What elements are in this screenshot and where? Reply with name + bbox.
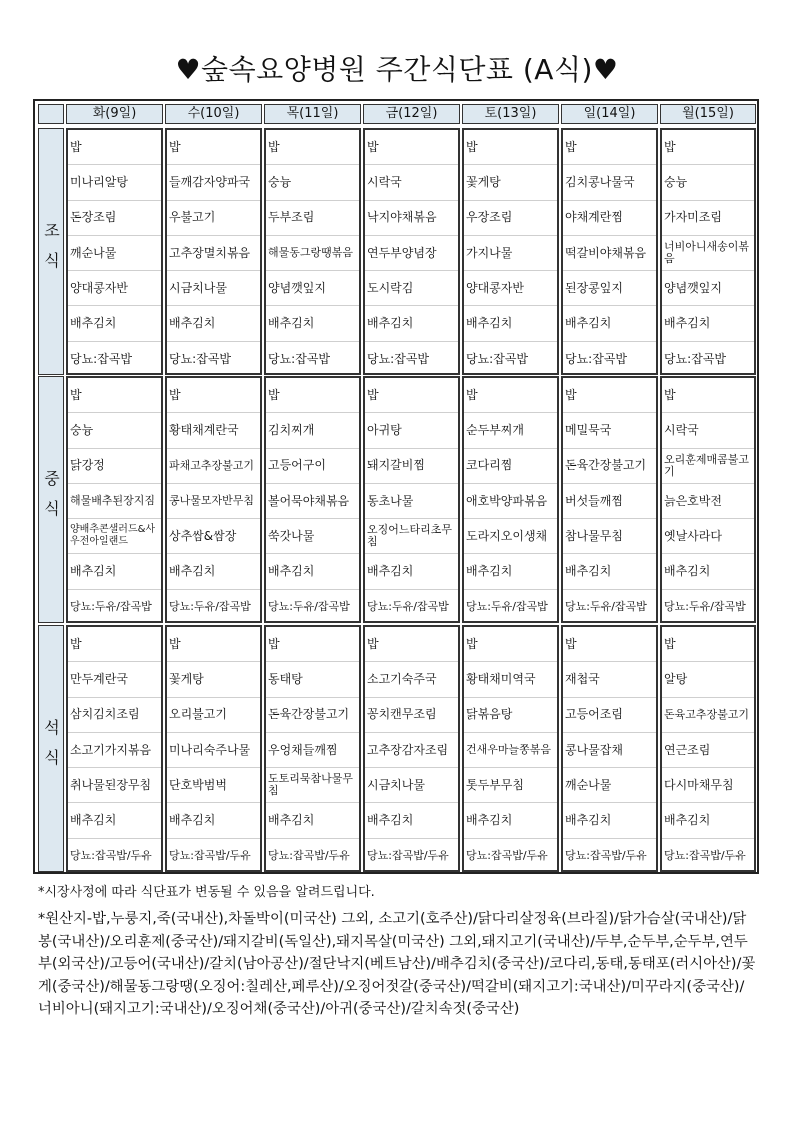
menu-cell-breakfast-fri: [363, 128, 460, 375]
menu-item: 당뇨:잡곡밥/두유: [664, 849, 746, 863]
menu-item: 배추김치: [365, 804, 458, 839]
menu-item: 배추김치: [68, 555, 161, 590]
menu-item: 볼어묵야채볶음: [266, 484, 359, 519]
menu-item: 해물동그랑땡볶음: [266, 236, 359, 271]
menu-item: 배추김치: [563, 804, 656, 839]
menu-item: 소고기가지볶음: [68, 733, 161, 768]
menu-item: 늙은호박전: [662, 484, 754, 519]
menu-item: 콩나물모자반무침: [167, 484, 260, 519]
menu-item: 당뇨:두유/잡곡밥: [169, 600, 251, 614]
header-day-sat: 토(13일): [462, 104, 559, 124]
menu-item: 꽁치캔무조림: [365, 698, 458, 733]
menu-item: 배추김치: [266, 804, 359, 839]
menu-item: 시금치나물: [365, 768, 458, 803]
menu-item: 양대콩자반: [68, 271, 161, 306]
menu-item: 양대콩자반: [464, 271, 557, 306]
menu-item: 순두부찌개: [464, 413, 557, 448]
menu-item: 밥: [68, 130, 161, 165]
menu-item: 당뇨:잡곡밥: [169, 351, 232, 366]
menu-item: 돈장조림: [68, 201, 161, 236]
menu-item: 배추김치: [662, 307, 754, 342]
menu-item: 동초나물: [365, 484, 458, 519]
menu-item: 당뇨:잡곡밥/두유: [169, 849, 251, 863]
menu-item: 취나물된장무침: [68, 768, 161, 803]
menu-item: 옛날사라다: [662, 519, 754, 554]
page-title: ♥숲속요양병원 주간식단표 (A식)♥: [175, 53, 619, 86]
menu-item: 당뇨:잡곡밥: [466, 351, 529, 366]
menu-item: 동태탕: [266, 662, 359, 697]
menu-item: 참나물무침: [563, 519, 656, 554]
menu-item: 밥: [68, 378, 161, 413]
menu-cell-lunch-wed: [165, 376, 262, 623]
menu-item: 당뇨:잡곡밥: [664, 351, 727, 366]
menu-cell-breakfast-wed: [165, 128, 262, 375]
menu-item: 도라지오이생채: [464, 519, 557, 554]
menu-item: 밥: [563, 378, 656, 413]
menu-item: 배추김치: [365, 307, 458, 342]
menu-item: 밥: [266, 627, 359, 662]
menu-item: 당뇨:두유/잡곡밥: [268, 600, 350, 614]
menu-item: 당뇨:잡곡밥: [70, 351, 133, 366]
menu-item: 배추김치: [563, 555, 656, 590]
menu-item: 김치콩나물국: [563, 165, 656, 200]
menu-item: 다시마채무침: [662, 768, 754, 803]
menu-cell-breakfast-tue: [66, 128, 163, 375]
menu-item: 배추김치: [68, 307, 161, 342]
menu-item: 당뇨:두유/잡곡밥: [70, 600, 152, 614]
menu-item: 배추김치: [68, 804, 161, 839]
menu-cell-dinner-tue: [66, 625, 163, 872]
menu-item: 우장조림: [464, 201, 557, 236]
header-corner-cell: [38, 104, 64, 124]
header-day-mon: 월(15일): [660, 104, 756, 124]
menu-item: 당뇨:잡곡밥/두유: [367, 849, 449, 863]
menu-item: 돼지갈비찜: [365, 449, 458, 484]
menu-cell-dinner-mon: [660, 625, 756, 872]
menu-cell-dinner-wed: [165, 625, 262, 872]
menu-item: 배추김치: [662, 555, 754, 590]
menu-item: 숭늉: [266, 165, 359, 200]
menu-cell-lunch-sat: [462, 376, 559, 623]
menu-item: 두부조림: [266, 201, 359, 236]
menu-item: 고추장감자조림: [365, 733, 458, 768]
menu-item: 시락국: [365, 165, 458, 200]
menu-item: 야채계란찜: [563, 201, 656, 236]
menu-item: 양념깻잎지: [266, 271, 359, 306]
menu-item: 미나리알탕: [68, 165, 161, 200]
menu-cell-dinner-sun: [561, 625, 658, 872]
menu-item: 밥: [365, 378, 458, 413]
menu-item: 버섯들깨찜: [563, 484, 656, 519]
menu-item: 당뇨:잡곡밥/두유: [70, 849, 152, 863]
menu-item: 밥: [167, 378, 260, 413]
menu-item: 배추김치: [167, 555, 260, 590]
menu-item: 밥: [464, 627, 557, 662]
menu-item: 숭늉: [68, 413, 161, 448]
menu-item: 배추김치: [464, 555, 557, 590]
menu-item: 오징어느타리초무침: [365, 519, 458, 554]
menu-item: 돈육간장불고기: [266, 698, 359, 733]
menu-item: 밥: [68, 627, 161, 662]
menu-item: 연두부양념장: [365, 236, 458, 271]
menu-item: 배추김치: [662, 804, 754, 839]
menu-item: 톳두부무침: [464, 768, 557, 803]
menu-item: 당뇨:두유/잡곡밥: [367, 600, 449, 614]
menu-item: 깨순나물: [68, 236, 161, 271]
menu-item: 콩나물잡채: [563, 733, 656, 768]
meal-label-lunch: [38, 376, 64, 623]
table-header-row: [35, 101, 757, 129]
menu-item: 숭늉: [662, 165, 754, 200]
menu-item: 밥: [662, 130, 754, 165]
menu-item: 우엉채들깨찜: [266, 733, 359, 768]
menu-item: 당뇨:두유/잡곡밥: [565, 600, 647, 614]
menu-item: 꽃게탕: [167, 662, 260, 697]
menu-item: 도시락김: [365, 271, 458, 306]
menu-item: 삼치김치조림: [68, 698, 161, 733]
menu-item: 고등어조림: [563, 698, 656, 733]
menu-item: 메밀묵국: [563, 413, 656, 448]
menu-item: 배추김치: [464, 307, 557, 342]
menu-item: 가지나물: [464, 236, 557, 271]
menu-item: 황태채계란국: [167, 413, 260, 448]
menu-item: 해물배추된장지짐: [68, 484, 161, 519]
menu-item: 낙지야채볶음: [365, 201, 458, 236]
menu-item: 오리불고기: [167, 698, 260, 733]
menu-cell-lunch-mon: [660, 376, 756, 623]
header-day-thu: 목(11일): [264, 104, 361, 124]
menu-cell-breakfast-thu: [264, 128, 361, 375]
menu-item: 돈육간장불고기: [563, 449, 656, 484]
menu-item: 배추김치: [365, 555, 458, 590]
menu-item: 밥: [662, 627, 754, 662]
menu-cell-breakfast-sun: [561, 128, 658, 375]
menu-item: 당뇨:두유/잡곡밥: [466, 600, 548, 614]
menu-item: 시금치나물: [167, 271, 260, 306]
menu-item: 닭볶음탕: [464, 698, 557, 733]
menu-item: 오리훈제매콤불고기: [662, 449, 754, 484]
menu-item: 밥: [563, 627, 656, 662]
menu-item: 우불고기: [167, 201, 260, 236]
menu-item: 시락국: [662, 413, 754, 448]
menu-item: 알탕: [662, 662, 754, 697]
menu-item: 배추김치: [464, 804, 557, 839]
menu-item: 가자미조림: [662, 201, 754, 236]
menu-cell-dinner-fri: [363, 625, 460, 872]
menu-item: 건새우마늘쫑볶음: [464, 733, 557, 768]
menu-item: 당뇨:잡곡밥/두유: [466, 849, 548, 863]
menu-item: 밥: [464, 130, 557, 165]
header-day-fri: 금(12일): [363, 104, 460, 124]
menu-item: 들깨감자양파국: [167, 165, 260, 200]
menu-item: 당뇨:잡곡밥/두유: [268, 849, 350, 863]
menu-item: 밥: [167, 130, 260, 165]
header-day-wed: 수(10일): [165, 104, 262, 124]
menu-item: 된장콩잎지: [563, 271, 656, 306]
menu-item: 밥: [365, 130, 458, 165]
menu-item: 고추장멸치볶음: [167, 236, 260, 271]
menu-item: 밥: [266, 378, 359, 413]
menu-cell-lunch-tue: [66, 376, 163, 623]
menu-item: 밥: [662, 378, 754, 413]
menu-item: 연근조림: [662, 733, 754, 768]
menu-item: 코다리찜: [464, 449, 557, 484]
menu-item: 재첩국: [563, 662, 656, 697]
menu-item: 밥: [563, 130, 656, 165]
menu-cell-lunch-fri: [363, 376, 460, 623]
menu-item: 김치찌개: [266, 413, 359, 448]
meal-label-text: 조식: [41, 221, 61, 282]
change-notice: *시장사정에 따라 식단표가 변동될 수 있음을 알려드립니다.: [38, 885, 375, 900]
menu-item: 너비아니새송이볶음: [662, 236, 754, 271]
menu-item: 밥: [464, 378, 557, 413]
menu-item: 깨순나물: [563, 768, 656, 803]
menu-cell-dinner-sat: [462, 625, 559, 872]
meal-label-breakfast: [38, 128, 64, 375]
meal-label-text: 중식: [41, 469, 61, 530]
menu-cell-dinner-thu: [264, 625, 361, 872]
header-day-tue: 화(9일): [66, 104, 163, 124]
menu-cell-lunch-sun: [561, 376, 658, 623]
menu-item: 배추김치: [266, 307, 359, 342]
menu-cell-lunch-thu: [264, 376, 361, 623]
menu-item: 양념깻잎지: [662, 271, 754, 306]
menu-item: 배추김치: [167, 307, 260, 342]
menu-item: 돈육고추장불고기: [662, 698, 754, 733]
menu-item: 당뇨:잡곡밥: [268, 351, 331, 366]
menu-item: 배추김치: [266, 555, 359, 590]
menu-table: [33, 99, 759, 874]
menu-cell-breakfast-mon: [660, 128, 756, 375]
origin-notice: *원산지-밥,누룽지,죽(국내산),차돌박이(미국산) 그외, 소고기(호주산)/닭다리살정육(브라질)/닭가슴살(국내산)/닭봉(국내산)/오리훈제(중국산)/돼지갈비(독일산),돼지목살(미국산) 그외,돼지고기(국내산)/두부,순두부,순두부,연두부(외국산)/고등어(국내산)/갈치(남아공산)/절단낙지(베트남산)/배추김치(중국산)/코다리,동태,동태포(러시아산)/꽃게(중국산)/해물동그랑땡(오징어:칠레산,페루산)/오징어젓갈(중국산)/떡갈비(돼지고기:국내산)/미꾸라지(중국산)/너비아니(돼지고기:국내산)/오징어채(중국산)/아귀(중국산)/갈치속젓(중국산): [38, 911, 756, 1017]
menu-item: 당뇨:잡곡밥: [367, 351, 430, 366]
header-day-sun: 일(14일): [561, 104, 658, 124]
menu-item: 단호박범벅: [167, 768, 260, 803]
menu-item: 밥: [365, 627, 458, 662]
menu-item: 배추김치: [167, 804, 260, 839]
menu-item: 상추쌈&쌈장: [167, 519, 260, 554]
menu-item: 고등어구이: [266, 449, 359, 484]
menu-item: 밥: [167, 627, 260, 662]
menu-item: 파채고추장불고기: [167, 449, 260, 484]
menu-item: 미나리숙주나물: [167, 733, 260, 768]
menu-item: 밥: [266, 130, 359, 165]
menu-item: 닭강정: [68, 449, 161, 484]
menu-item: 떡갈비야채볶음: [563, 236, 656, 271]
menu-item: 양배추콘샐러드&사우전아일랜드: [68, 519, 161, 554]
menu-item: 배추김치: [563, 307, 656, 342]
menu-item: 소고기숙주국: [365, 662, 458, 697]
meal-label-text: 석식: [41, 718, 61, 779]
menu-cell-breakfast-sat: [462, 128, 559, 375]
menu-item: 만두계란국: [68, 662, 161, 697]
menu-item: 아귀탕: [365, 413, 458, 448]
menu-item: 애호박양파볶음: [464, 484, 557, 519]
menu-item: 당뇨:잡곡밥/두유: [565, 849, 647, 863]
menu-item: 당뇨:두유/잡곡밥: [664, 600, 746, 614]
menu-item: 도토리묵참나물무침: [266, 768, 359, 803]
menu-item: 당뇨:잡곡밥: [565, 351, 628, 366]
menu-item: 쑥갓나물: [266, 519, 359, 554]
menu-item: 황태채미역국: [464, 662, 557, 697]
menu-item: 꽃게탕: [464, 165, 557, 200]
meal-label-dinner: [38, 625, 64, 872]
